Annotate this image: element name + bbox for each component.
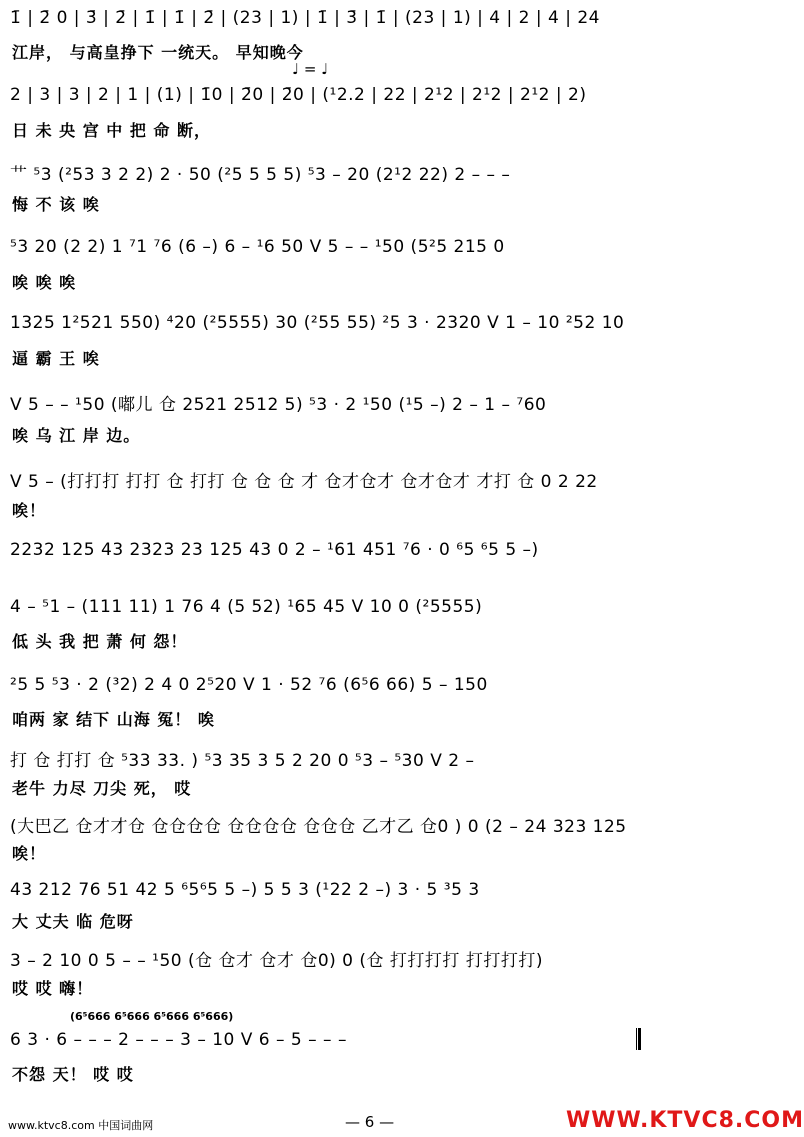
page-number: — 6 — (345, 1113, 395, 1131)
lyric-line: 低 头 我 把 萧 何 怨！ (12, 632, 188, 651)
lyric-line: 咱两 家 结下 山海 冤！ 唉 (12, 710, 215, 729)
notation-line: 6 3 · 6 – – – 2 – – – 3 – 10 V 6 – 5 – – – (10, 1030, 347, 1050)
lyric-line: 江岸， 与高皇挣下 一统天。 早知晚今 (12, 43, 304, 62)
notation-line: ²5 5 ⁵3 · 2 (³2) 2 4 0 2⁵20 V 1 · 52 ⁷6 (6⁵6 66) 5 – 150 (10, 675, 488, 695)
notation-line: 1325 1²521 550) ⁴20 (²5555) 30 (²55 55) ²5 3 · 2320 V 1 – 10 ²52 10 (10, 313, 625, 333)
lyric-line: 逼 霸 王 唉 (12, 349, 100, 368)
notation-line: 2232 125 43 2323 23 125 43 0 2 – ¹61 451 ⁷6 · 0 ⁶5 ⁶5 5 –) (10, 540, 539, 560)
lyric-line: 悔 不 该 唉 (12, 195, 100, 214)
notation-line: 1̄ | 2̄ 0 | 3̄ | 2̄ | 1̄ | 1̄ | 2̄ | (23 | 1) | 1̄ | 3̄ | 1̄ | (23 | 1) | 4 | 2 | 4 | 24 (10, 8, 600, 28)
notation-line: V 5 – – ¹50 (嘟儿 仓 2521 2512 5) ⁵3 · 2 ¹50 (¹5 –) 2 – 1 – ⁷60 (10, 395, 547, 415)
lyric-line: 唉！ (12, 501, 47, 520)
tempo-marking: ♩ = ♩ (292, 60, 329, 78)
notation-line: 3 – 2 10 0 5 – – ¹50 (仓 仓才 仓才 仓0) 0 (仓 打打打打 打打打打) (10, 951, 543, 971)
lyric-line: 唉！ (12, 844, 47, 863)
footer-site-credit: www.ktvc8.com 中国词曲网 (8, 1119, 154, 1132)
notation-line: V 5 – (打打打 打打 仓 打打 仓 仓 仓 才 仓才仓才 仓才仓才 才打 仓 0 2 22 (10, 472, 598, 492)
notation-line: 4 – ⁵1 – (111 11) 1 76 4 (5 52) ¹65 45 V 10 0 (²5555) (10, 597, 483, 617)
notation-line: 43 212 76 51 42 5 ⁶5⁶5 5 –) 5 5 3 (¹22 2 –) 3 · 5 ³5 3 (10, 880, 480, 900)
lyric-line: 大 丈夫 临 危呀 (12, 912, 134, 931)
lyric-line: 不怨 天！ 哎 哎 (12, 1065, 134, 1084)
watermark-logo: WWW.KTVC8.COM (566, 1108, 804, 1133)
lyric-line: 唉 乌 江 岸 边。 (12, 426, 141, 445)
lyric-line: 日 未 央 宫 中 把 命 断， (12, 121, 211, 140)
notation-line: 2 | 3 | 3 | 2 | 1 | (1) | 1̄0 | 2̄0 | 2̄0 | (¹2.2 | 22 | 2¹2 | 2¹2 | 2¹2 | 2) (10, 85, 587, 105)
final-barline (636, 1028, 641, 1050)
notation-line: 艹 ⁵3 (²53 3 2 2) 2 · 50 (²5 5 5 5) ⁵3 – 20 (2¹2 22) 2 – – – (10, 165, 511, 185)
ornament-figure: (6⁵666 6⁵666 6⁵666 6⁵666) (70, 1010, 234, 1023)
notation-line: 打 仓 打打 仓 ⁵33 33. ) ⁵3 35 3 5 2 20 0 ⁵3 – ⁵30 V 2 – (10, 751, 475, 771)
lyric-line: 老牛 力尽 刀尖 死， 哎 (12, 779, 192, 798)
notation-line: ⁵3 20 (2 2) 1 ⁷1 ⁷6 (6 –) 6 – ¹6 50 V 5 – – ¹50 (5²5 215 0 (10, 237, 505, 257)
lyric-line: 哎 哎 嗨！ (12, 979, 94, 998)
lyric-line: 唉 唉 唉 (12, 273, 77, 292)
notation-line: (大巴乙 仓才才仓 仓仓仓仓 仓仓仓仓 仓仓仓 乙才乙 仓0 ) 0 (2 – 24 323 125 (10, 817, 627, 837)
